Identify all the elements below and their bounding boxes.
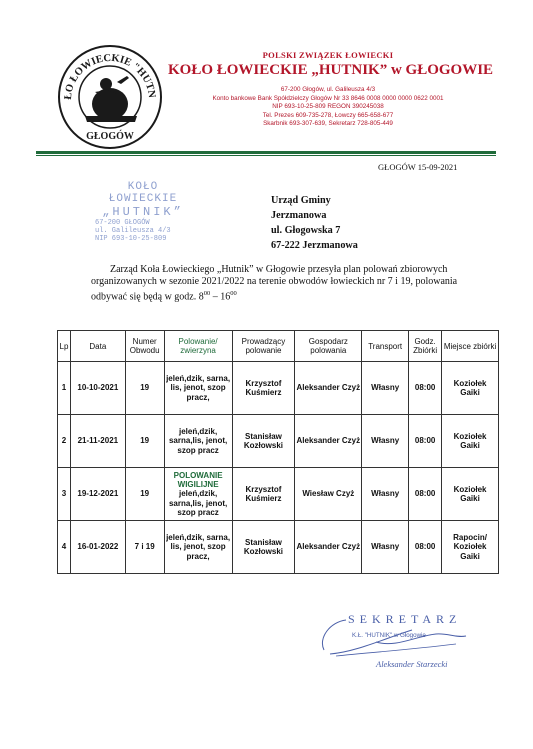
- table-row: [58, 415, 499, 468]
- cell-leader: Krzysztof Kuśmierz: [232, 468, 295, 521]
- stamp-line-5: NIP 693-10-25-809: [95, 235, 167, 243]
- recipient-line: Jerzmanowa: [271, 210, 327, 221]
- cell-game: [164, 362, 232, 415]
- cell-game: [164, 468, 232, 521]
- cell-place: Koziołek Gaiki: [442, 468, 499, 521]
- cell-lp: 1: [58, 362, 71, 415]
- cell-place: Koziołek Gaiki: [442, 362, 499, 415]
- col-header-time: Godz. Zbiórki: [409, 331, 442, 362]
- cell-lp: 3: [58, 468, 71, 521]
- recipient-line: Urząd Gminy: [271, 195, 331, 206]
- organization-name: POLSKI ZWIĄZEK ŁOWIECKI: [262, 50, 394, 60]
- cell-game: [164, 521, 232, 574]
- hunter-figure-icon: [85, 76, 137, 122]
- phone-line-1: Tel. Prezes 609-735-278, Łowczy 665-658-677: [262, 111, 394, 119]
- club-seal-logo: [55, 42, 165, 152]
- cell-host: Aleksander Czyż: [295, 521, 362, 574]
- letter-body: [91, 264, 491, 303]
- letterhead: [168, 50, 494, 129]
- header-divider-thin: [36, 155, 496, 156]
- nip-regon-line: NIP 693-10-25-809 REGON 390245038: [272, 103, 384, 111]
- cell-time: 08:00: [409, 521, 442, 574]
- hour-dash: –: [210, 290, 221, 302]
- stamp-line-4: ul. Galileusza 4/3: [95, 227, 171, 235]
- bank-account-line: Konto bankowe Bank Spółdzielczy Głogów Nr 33 8646 0008 0000 0000 0622 0001: [212, 94, 444, 102]
- table-row: [58, 362, 499, 415]
- col-header-date: Data: [70, 331, 125, 362]
- cell-transport: Własny: [362, 415, 409, 468]
- secretary-stamp: [316, 608, 496, 678]
- cell-district: 19: [125, 415, 164, 468]
- col-header-game: Polowanie/ zwierzyna: [164, 331, 232, 362]
- secretary-title: SEKRETARZ: [348, 612, 462, 626]
- cell-date: 16-01-2022: [70, 521, 125, 574]
- cell-leader: Krzysztof Kuśmierz: [232, 362, 295, 415]
- cell-district: 19: [125, 468, 164, 521]
- table-row: [58, 521, 499, 574]
- cell-host: Aleksander Czyż: [295, 415, 362, 468]
- cell-district: 7 i 19: [125, 521, 164, 574]
- col-header-transport: Transport: [362, 331, 409, 362]
- address-line: 67-200 Głogów, ul. Galileusza 4/3: [280, 86, 376, 93]
- stamp-line-3: 67-200 GŁOGÓW: [95, 219, 150, 227]
- game-list: jeleń,dzik, sarna, lis, jenot, szop pracz,: [166, 533, 231, 561]
- hunt-tag: POLOWANIE WIGILIJNE: [173, 470, 223, 490]
- cell-transport: Własny: [362, 521, 409, 574]
- col-header-place: Miejsce zbiórki: [442, 331, 499, 362]
- hour-to-minutes: 00: [230, 289, 237, 297]
- club-stamp: [93, 181, 193, 243]
- game-list: jeleń,dzik, sarna, lis, jenot, szop pracz,: [166, 374, 231, 402]
- cell-transport: Własny: [362, 362, 409, 415]
- game-list: jeleń,dzik, sarna,lis, jenot, szop pracz: [168, 427, 228, 455]
- document-date: GŁOGÓW 15-09-2021: [378, 162, 458, 172]
- cell-host: Aleksander Czyż: [295, 362, 362, 415]
- phone-line-2: Skarbnik 693-307-639, Sekretarz 728-805-449: [263, 120, 393, 128]
- hour-to: 16: [220, 290, 231, 302]
- cell-date: 21-11-2021: [70, 415, 125, 468]
- cell-game: [164, 415, 232, 468]
- col-header-leader: Prowadzący polowanie: [232, 331, 295, 362]
- contact-info: [168, 86, 488, 129]
- game-list: jeleń,dzik, sarna,lis, jenot, szop pracz: [168, 489, 228, 517]
- cell-host: Wiesław Czyż: [295, 468, 362, 521]
- secretary-name: Aleksander Starzecki: [376, 659, 448, 669]
- seal-ring-text: ŁO ŁOWIECKIE "HUTN: [62, 52, 158, 101]
- hunt-schedule-table: [57, 330, 499, 574]
- seal-bottom-text: GŁOGÓW: [86, 131, 134, 142]
- header-divider-thick: [36, 151, 496, 154]
- recipient-line: 67-222 Jerzmanowa: [271, 240, 358, 251]
- table-header-row: [58, 331, 499, 362]
- table-row: [58, 468, 499, 521]
- club-name: KOŁO ŁOWIECKIE „HUTNIK” w GŁOGOWIE: [168, 62, 494, 78]
- cell-date: 10-10-2021: [70, 362, 125, 415]
- cell-time: 08:00: [409, 362, 442, 415]
- body-text: Zarząd Koła Łowieckiego „Hutnik” w Głogowie przesyła plan polowań zbiorowych organizowanych w sezonie 2021/2022 na terenie obwodów łowieckich nr 7 i 19, polowania odbywać się będą w godz.: [91, 264, 458, 302]
- col-header-lp: Lp: [58, 331, 71, 362]
- cell-lp: 4: [58, 521, 71, 574]
- cell-leader: Stanisław Kozłowski: [232, 521, 295, 574]
- hour-from-minutes: 00: [203, 289, 211, 297]
- recipient-address: [271, 193, 358, 253]
- stamp-line-1: KOŁO ŁOWIECKIE: [108, 181, 178, 205]
- recipient-line: ul. Głogowska 7: [271, 225, 341, 236]
- cell-leader: Stanisław Kozłowski: [232, 415, 295, 468]
- cell-lp: 2: [58, 415, 71, 468]
- col-header-district: Numer Obwodu: [125, 331, 164, 362]
- cell-time: 08:00: [409, 415, 442, 468]
- hour-from: 8: [198, 290, 204, 302]
- cell-time: 08:00: [409, 468, 442, 521]
- secretary-org: K.Ł. "HUTNIK" w Głogowie: [352, 632, 426, 639]
- col-header-host: Gospodarz polowania: [295, 331, 362, 362]
- cell-place: Rapocin/ Koziołek Gaiki: [442, 521, 499, 574]
- stamp-line-2: „HUTNIK”: [102, 205, 184, 219]
- cell-transport: Własny: [362, 468, 409, 521]
- cell-district: 19: [125, 362, 164, 415]
- cell-place: Koziołek Gaiki: [442, 415, 499, 468]
- cell-date: 19-12-2021: [70, 468, 125, 521]
